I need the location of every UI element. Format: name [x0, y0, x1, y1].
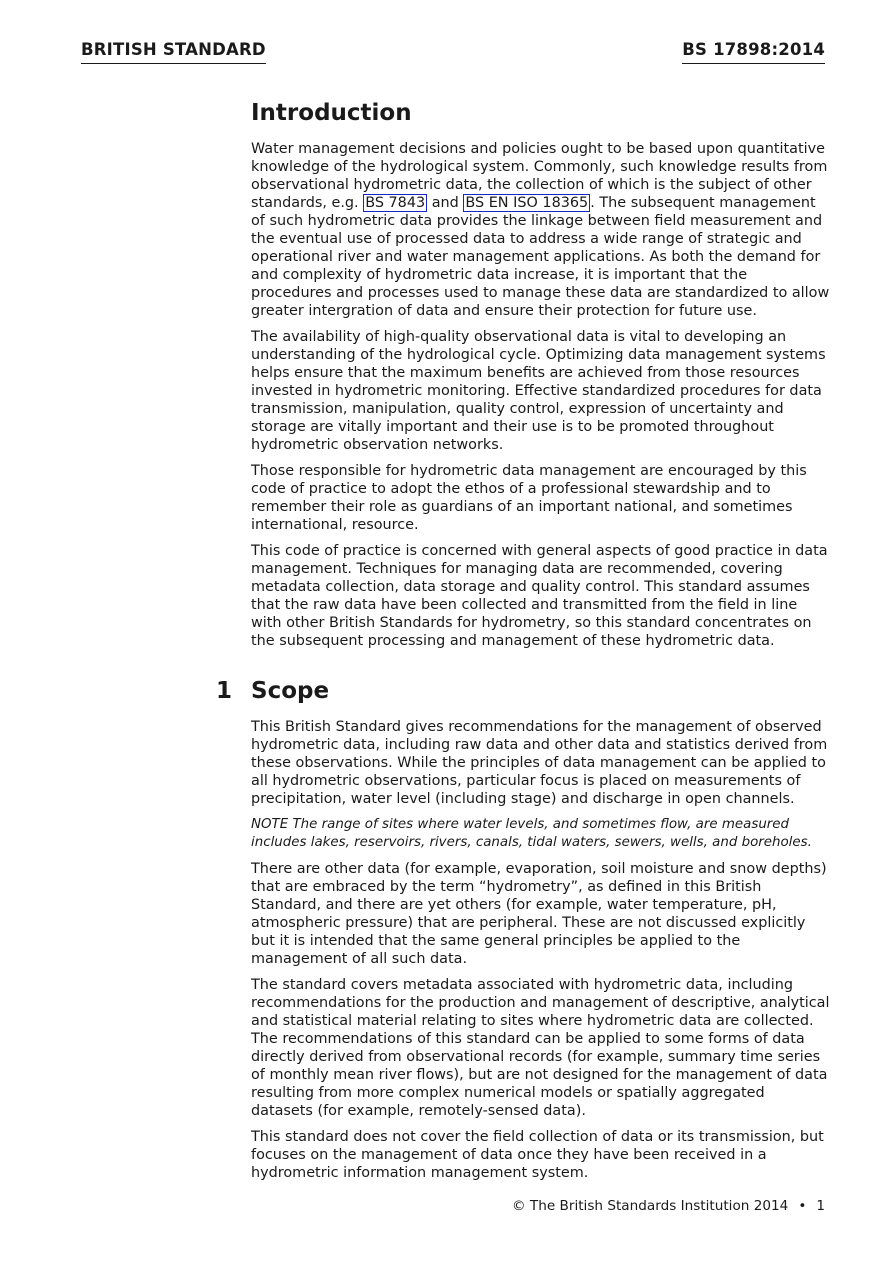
- reference-link-bs-7843[interactable]: BS 7843: [365, 195, 426, 211]
- scope-paragraph-2: There are other data (for example, evaporation, soil moisture and snow depths) that are embraced by the term “hydrometry”, as defined in this British Standard, and there are yet others (for example, water temperature, pH, atmospheric pressure) that are peripheral. These are not discussed explicitly but it is intended that the same general principles be applied to the management of all such data.: [251, 861, 827, 967]
- footer-copyright: © The British Standards Institution 2014: [512, 1198, 789, 1214]
- section-spacer: [251, 658, 831, 676]
- page-footer: [512, 1198, 825, 1214]
- header-standard-number: BS 17898:2014: [682, 40, 825, 64]
- scope-title: Scope: [251, 678, 330, 704]
- header-document-type: BRITISH STANDARD: [81, 40, 266, 64]
- intro-p1-text-a: Water management decisions and policies ought to be based upon quantitative knowledge of the hydrological system. Commonly, such knowledge results from observational hydrometric data, the collection of which is the subject of other standards, e.g.: [251, 141, 828, 211]
- scope-paragraph-1: This British Standard gives recommendations for the management of observed hydrometric data, including raw data and other data and statistics derived from these observations. While the principles of data management can be applied to all hydrometric observations, particular focus is placed on measurements of precipitation, water level (including stage) and discharge in open channels.: [251, 719, 828, 807]
- scope-section-number: 1: [216, 678, 233, 704]
- scope-paragraph-3: The standard covers metadata associated with hydrometric data, including recommendations for the production and management of descriptive, analytical and statistical material relating to sites where hydrometric data are collected. The recommendations of this standard can be applied to some forms of data directly derived from observational records (for example, summary time series of monthly mean river flows), but are not designed for the management of data resulting from more complex numerical models or spatially aggregated datasets (for example, remotely-sensed data).: [251, 977, 830, 1119]
- intro-p1-text-c: . The subsequent management of such hydrometric data provides the linkage between field measurement and the eventual use of processed data to address a wide range of strategic and operational river and water management applications. As both the demand for and complexity of hydrometric data increase, it is important that the procedures and processes used to manage these data are standardized to allow greater intergration of data and ensure their protection for future use.: [251, 195, 830, 319]
- introduction-title: Introduction: [251, 100, 412, 126]
- scope-paragraph-4: This standard does not cover the field collection of data or its transmission, but focuses on the management of data once they have been received in a hydrometric information management system.: [251, 1129, 824, 1181]
- intro-p1-text-b: and: [427, 195, 464, 211]
- page-number: 1: [816, 1198, 825, 1214]
- page-content: [216, 98, 831, 1190]
- introduction-heading: [251, 98, 831, 128]
- scope-note: NOTE The range of sites where water levels, and sometimes flow, are measured includes lakes, reservoirs, rivers, canals, tidal waters, sewers, wells, and boreholes.: [251, 817, 812, 850]
- introduction-paragraph-2: The availability of high-quality observational data is vital to developing an understanding of the hydrological cycle. Optimizing data management systems helps ensure that the maximum benefits are achieved from those resources invested in hydrometric monitoring. Effective standardized procedures for data transmission, manipulation, quality control, expression of uncertainty and storage are vitally important and their use is to be promoted throughout hydrometric observation networks.: [251, 329, 826, 453]
- scope-heading: [216, 676, 831, 706]
- footer-bullet: •: [798, 1198, 807, 1214]
- reference-link-bs-en-iso-18365[interactable]: BS EN ISO 18365: [465, 195, 589, 211]
- introduction-paragraph-3: Those responsible for hydrometric data management are encouraged by this code of practice to adopt the ethos of a professional stewardship and to remember their role as guardians of an important national, and sometimes international, resource.: [251, 463, 807, 533]
- introduction-paragraph-4: This code of practice is concerned with general aspects of good practice in data management. Techniques for managing data are recommended, covering metadata collection, data storage and quality control. This standard assumes that the raw data have been collected and transmitted from the field in line with other British Standards for hydrometry, so this standard concentrates on the subsequent processing and management of these hydrometric data.: [251, 543, 828, 649]
- introduction-paragraph-1: [251, 140, 831, 320]
